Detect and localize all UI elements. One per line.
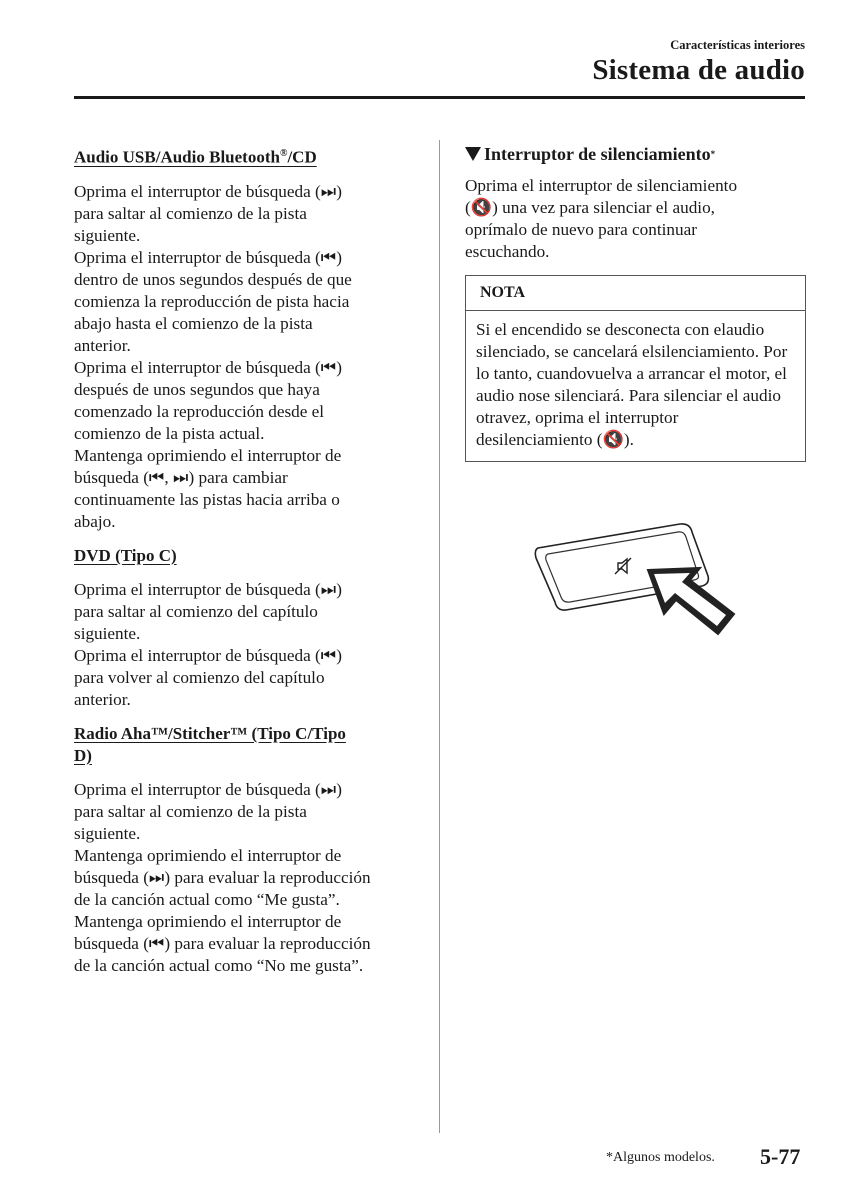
text-line: silenciamiento (🔇). (492, 430, 634, 449)
mute-switch-illustration (530, 518, 760, 648)
text-line: búsqueda (⏮, ⏭) para cambiar (74, 467, 288, 487)
paragraph (74, 445, 424, 533)
text-line: búsqueda (⏭) para evaluar la reproducción (74, 867, 371, 887)
text-line: Oprima el interruptor de búsqueda (⏮) (74, 247, 342, 267)
text-line: anterior. (74, 335, 131, 355)
page-title: Sistema de audio (592, 54, 805, 86)
text-line: abajo hasta el comienzo de la pista (74, 313, 313, 333)
text-line: comienzo de la pista actual. (74, 423, 265, 443)
header-section-label: Características interiores (670, 38, 805, 52)
paragraph (74, 181, 424, 247)
paragraph (465, 175, 806, 263)
text-line: búsqueda (⏮) para evaluar la reproducción (74, 933, 371, 953)
header-rule (74, 96, 805, 99)
footnote: *Algunos modelos. (606, 1150, 715, 1165)
text-line: abajo. (74, 511, 116, 531)
text-line: silenciamiento. Por lo tanto, cuando (476, 342, 788, 383)
text-line: siguiente. (74, 823, 141, 843)
text-line: se silenciará. Para silenciar el audio otra (476, 386, 781, 427)
text-line: para volver al comienzo del capítulo (74, 667, 325, 687)
text-line: Oprima el interruptor de búsqueda (⏭) (74, 181, 342, 201)
paragraph (74, 357, 424, 445)
section-heading-usb-bt-cd: Audio USB/Audio Bluetooth®/CD (74, 147, 317, 167)
text-line: continuamente las pistas hacia arriba o (74, 489, 340, 509)
text-line: Si el encendido se desconecta con el (476, 320, 727, 339)
text-line: Oprima el interruptor de búsqueda (⏭) (74, 779, 342, 799)
text-line: Mantenga oprimiendo el interruptor de (74, 845, 342, 865)
text-line: de la canción actual como “No me gusta”. (74, 955, 364, 975)
paragraph (74, 779, 424, 845)
text-line: Oprima el interruptor de silenciamiento (465, 176, 738, 195)
triangle-marker-icon (465, 147, 481, 161)
press-arrow-icon (648, 568, 734, 634)
text-line: siguiente. (74, 623, 141, 643)
page-number: 5-77 (760, 1144, 801, 1169)
text-line: Oprima el interruptor de búsqueda (⏮) (74, 645, 342, 665)
column-divider (439, 140, 440, 1133)
text-line: comienza la reproducción de pista hacia (74, 291, 350, 311)
text-line: vuelva a arrancar el motor, el audio no (476, 364, 787, 405)
paragraph (74, 911, 424, 977)
text-line: de la canción actual como “Me gusta”. (74, 889, 340, 909)
text-line: (🔇) una vez para silenciar el audio, (465, 198, 715, 217)
text-line: Oprima el interruptor de búsqueda (⏭) (74, 579, 342, 599)
text-line: audio silenciado, se cancelará el (476, 320, 765, 361)
note-box (465, 275, 806, 462)
text-line: dentro de unos segundos después de que (74, 269, 352, 289)
text-line: después de unos segundos que haya (74, 379, 320, 399)
text-line: para saltar al comienzo del capítulo (74, 601, 318, 621)
section-heading-aha-stitcher: Radio Aha™/Stitcher™ (Tipo C/Tipo D) (74, 723, 346, 765)
text-line: Oprima el interruptor de búsqueda (⏮) (74, 357, 342, 377)
text-line: comenzado la reproducción desde el (74, 401, 325, 421)
text-line: para saltar al comienzo de la pista (74, 203, 307, 223)
right-column (465, 143, 806, 462)
section-heading-dvd: DVD (Tipo C) (74, 545, 177, 565)
left-column (74, 143, 424, 989)
paragraph (74, 579, 424, 645)
section-heading-mute-switch: Interruptor de silenciamiento * (465, 143, 806, 165)
text-line: oprímalo de nuevo para continuar (465, 220, 697, 239)
paragraph (74, 645, 424, 711)
text-line: para saltar al comienzo de la pista (74, 801, 307, 821)
text-line: escuchando. (465, 242, 550, 261)
paragraph (74, 247, 424, 357)
text-line: siguiente. (74, 225, 141, 245)
text-line: Mantenga oprimiendo el interruptor de (74, 911, 342, 931)
note-label: NOTA (466, 276, 805, 311)
text-line: anterior. (74, 689, 131, 709)
paragraph (74, 845, 424, 911)
text-line: vez, oprima el interruptor de (476, 408, 679, 449)
text-line: Mantenga oprimiendo el interruptor de (74, 445, 342, 465)
note-body (466, 311, 805, 461)
